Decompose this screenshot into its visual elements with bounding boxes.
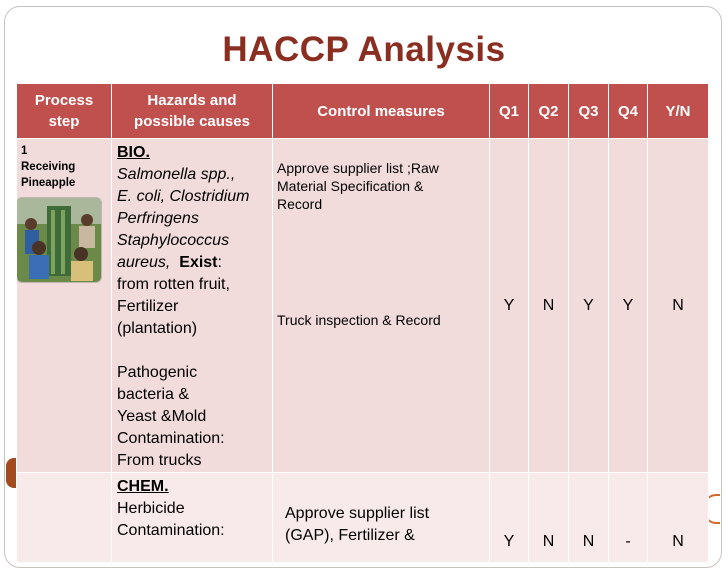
q4-answer: -: [609, 473, 648, 563]
header-q3: Q3: [569, 84, 609, 139]
organism-line: Perfringens: [117, 210, 199, 227]
yn-answer: N: [648, 473, 709, 563]
chem-hazard-label: CHEM.: [117, 478, 169, 495]
source-line: (plantation): [117, 320, 198, 337]
pathogen-line: Yeast &Mold: [117, 408, 207, 425]
header-control-measures: Control measures: [273, 84, 490, 139]
header-process-step: Process step: [17, 84, 112, 139]
slide-title: HACCP Analysis: [222, 30, 506, 69]
chem-line: Herbicide: [117, 500, 185, 517]
hazards-cell: [112, 473, 273, 563]
q1-answer: Y: [490, 139, 529, 473]
pineapple-workers-photo: [16, 197, 102, 283]
table-row: [17, 473, 709, 563]
exist-label: Exist: [179, 254, 218, 271]
q4-answer: Y: [609, 139, 648, 473]
table-header-row: [17, 84, 709, 139]
control-measures-cell: [273, 473, 490, 563]
control-line-truck: Truck inspection & Record: [277, 312, 441, 328]
q2-answer: N: [529, 473, 569, 563]
header-q2: Q2: [529, 84, 569, 139]
step-name-line: Receiving: [21, 161, 76, 173]
bio-hazard-label: BIO.: [117, 144, 150, 161]
control-line: (GAP), Fertilizer &: [285, 527, 415, 544]
hazards-cell: [112, 139, 273, 473]
organism-line: Staphylococcus: [117, 232, 230, 249]
process-step-cell: [17, 139, 112, 473]
pathogen-line: From trucks: [117, 452, 202, 469]
table-row: [17, 139, 709, 473]
q1-answer: Y: [490, 473, 529, 563]
organism-line: Salmonella spp.,: [117, 166, 236, 183]
source-line: Fertilizer: [117, 298, 179, 315]
pathogen-line: Contamination:: [117, 430, 225, 447]
header-q4: Q4: [609, 84, 648, 139]
control-measures-cell: [273, 139, 490, 473]
yn-answer: N: [648, 139, 709, 473]
q2-answer: N: [529, 139, 569, 473]
pathogen-line: bacteria &: [117, 386, 190, 403]
control-line: Record: [277, 196, 323, 212]
organism-line: E. coli, Clostridium: [117, 188, 250, 205]
chem-line: Contamination:: [117, 522, 225, 539]
step-number: 1: [21, 145, 28, 157]
header-q1: Q1: [490, 84, 529, 139]
header-yn: Y/N: [648, 84, 709, 139]
control-line: Approve supplier list ;Raw: [277, 160, 439, 176]
q3-answer: Y: [569, 139, 609, 473]
step-label: [17, 139, 111, 191]
pathogen-line: Pathogenic: [117, 364, 198, 381]
process-step-cell: [17, 473, 112, 563]
source-line: from rotten fruit,: [117, 276, 230, 293]
control-line: Approve supplier list: [285, 505, 430, 522]
q3-answer: N: [569, 473, 609, 563]
step-name-line: Pineapple: [21, 177, 76, 189]
exist-colon: :: [217, 254, 222, 271]
header-hazards: Hazards and possible causes: [112, 84, 273, 139]
organism-exist-line: [117, 252, 272, 274]
control-line: Material Specification &: [277, 178, 424, 194]
haccp-table: [16, 83, 709, 563]
organism-text: aureus,: [117, 254, 171, 271]
